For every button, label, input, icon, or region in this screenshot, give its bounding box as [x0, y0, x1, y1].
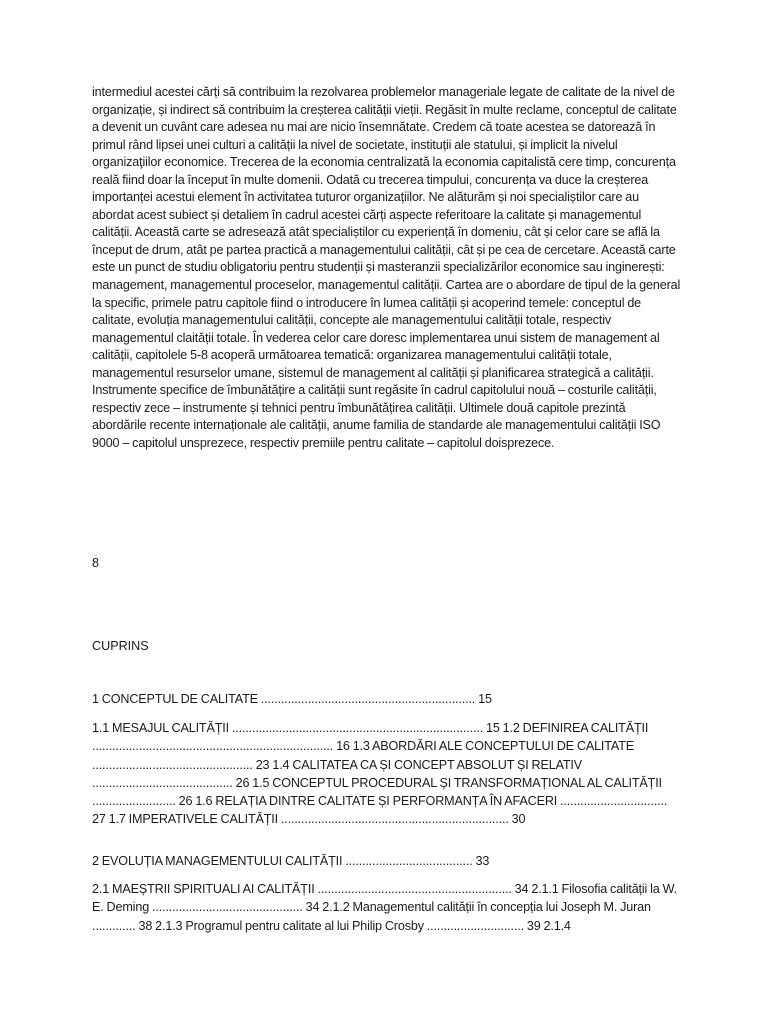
- toc-entry: 1 CONCEPTUL DE CALITATE ................................................................ 15: [92, 692, 492, 706]
- page-number: 8: [92, 556, 100, 570]
- document-page: [92, 84, 682, 452]
- toc-entry: 2 EVOLUȚIA MANAGEMENTULUI CALITĂȚII ...................................... 33: [92, 854, 490, 868]
- body-paragraph: intermediul acestei cărți să contribuim la rezolvarea problemelor manageriale legate de calitate de la nivel de organizație, și indirect să contribuim la creșterea calității vieții. Regăsit în multe reclame, conceptul de calitate a devenit un cuvânt care adesea nu mai are nicio însemnătate. Credem că toate acestea se datorează în primul rând lipsei unei culturi a calității la nivel de societate, instituții ale statului, și implicit la nivelul organizaţiilor economice. Trecerea de la economia centralizată la economia capitalistă cere timp, concurența reală fiind doar la început în multe domenii. Odată cu trecerea timpului, concurența va duce la creșterea importanței acestui element în activitatea tuturor organizațiilor. Ne alăturăm și noi specialiștilor care au abordat acest subiect și detaliem în cadrul acestei cărți aspecte referitoare la calitate și managementul calității. Această carte se adresează atât specialiștilor cu experiență în domeniu, cât și celor care se află la început de drum, atât pe partea practică a managementului calității, cât și pe cea de cercetare. Această carte este un punct de studiu obligatoriu pentru studenții și masteranzii specializărilor economice sau inginerești: management, managementul proceselor, managementul calității. Cartea are o abordare de tipul de la general la specific, primele patru capitole fiind o introducere în lumea calității și acoperind temele: conceptul de calitate, evoluția managementului calității, concepte ale managementului calității totale, respectiv managementul claității totale. În vederea celor care doresc implementarea unui sistem de management al calității, capitolele 5-8 acoperă următoarea tematică: organizarea managementului calității totale, managementul resurselor umane, sistemul de management al calității și planificarea strategică a calității. Instrumente specifice de îmbunătățire a calității sunt regăsite în cadrul capitolului nouă – costurile calității, respectiv zece – instrumente și tehnici pentru îmbunătățirea calității. Ultimele două capitole prezintă abordările recente internaționale ale calității, anume familia de standarde ale managementului calității ISO 9000 – capitolul unsprezece, respectiv premiile pentru calitate – capitolul doisprezece.: [92, 85, 681, 450]
- toc-entry: 1.1 MESAJUL CALITĂȚII ........................................................................... 15 1.2 DEFINIREA CALITĂȚII ........................................................................ 16 1.3 ABORDĂRI ALE CONCEPTULUI DE CALITATE ................................................ 23 1.4 CALITATEA CA ȘI CONCEPT ABSOLUT ȘI RELATIV .......................................... 26 1.5 CONCEPTUL PROCEDURAL ȘI TRANSFORMAȚIONAL AL CALITĂȚII ......................... 26 1.6 RELAȚIA DINTRE CALITATE ȘI PERFORMANȚA ÎN AFACERI ................................ 27 1.7 IMPERATIVELE CALITĂȚII .................................................................... 30: [92, 721, 668, 827]
- toc-entry: 2.1 MAEȘTRII SPIRITUALI AI CALITĂȚII .......................................................... 34 2.1.1 Filosofia calității la W. E. Deming ............................................. 34 2.1.2 Managementul calității în concepția lui Joseph M. Juran ............. 38 2.1.3 Programul pentru calitate al lui Philip Crosby ............................. 39 2.1.4: [92, 882, 677, 933]
- toc-heading: CUPRINS: [92, 639, 149, 653]
